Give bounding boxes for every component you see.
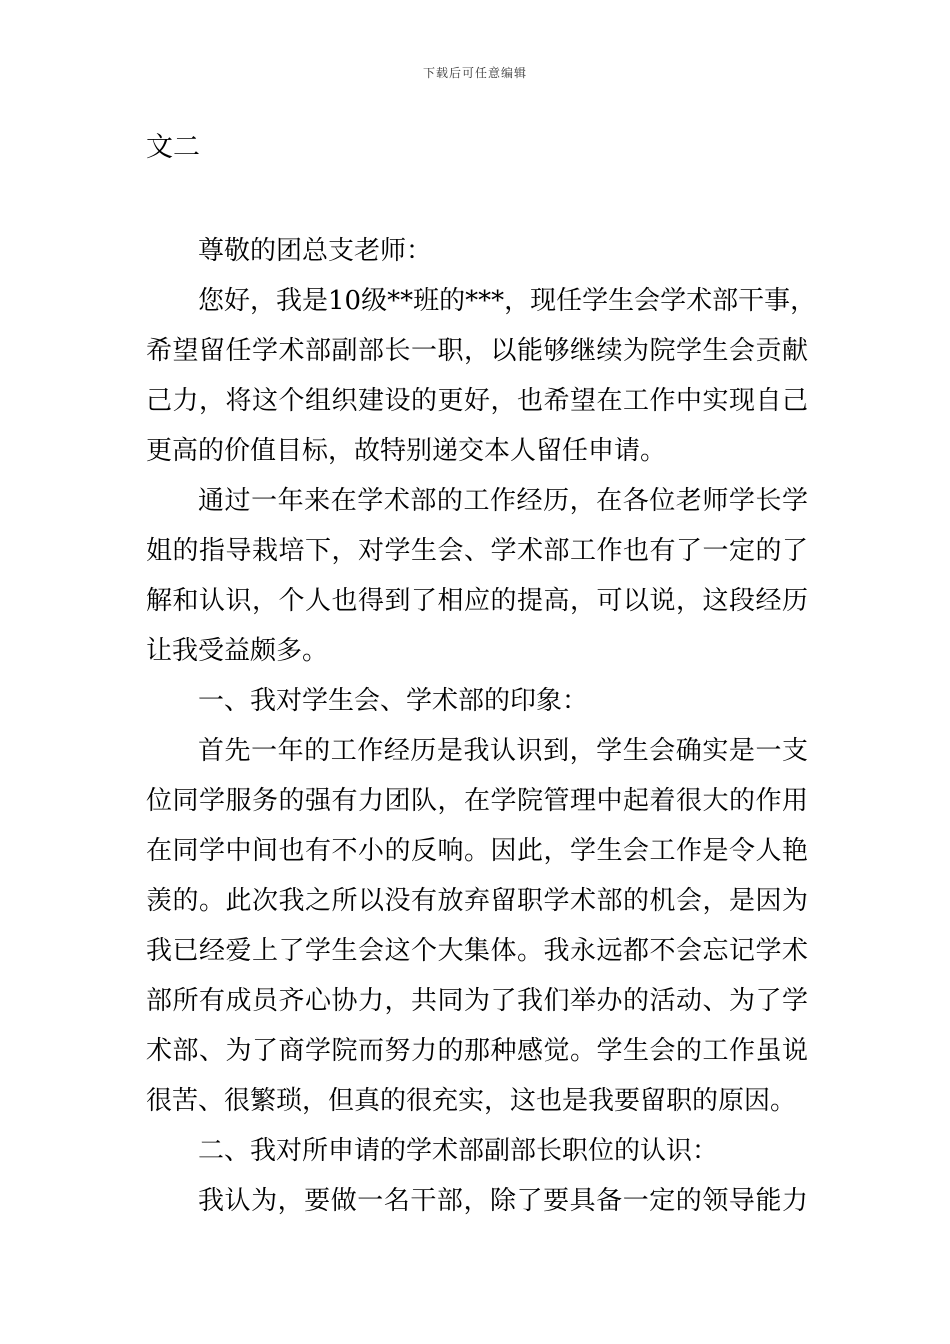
body-line: 羡的。此次我之所以没有放弃留职学术部的机会，是因为 xyxy=(146,886,808,916)
body-line: 解和认识，个人也得到了相应的提高，可以说，这段经历 xyxy=(146,586,808,616)
body-line: 让我受益颇多。 xyxy=(146,636,329,666)
body-line: 一、我对学生会、学术部的印象： xyxy=(198,686,589,716)
document-body xyxy=(146,226,817,1226)
body-line: 在同学中间也有不小的反响。因此，学生会工作是令人艳 xyxy=(146,836,808,866)
page-header-note: 下载后可任意编辑 xyxy=(422,66,527,80)
body-line: 我已经爱上了学生会这个大集体。我永远都不会忘记学术 xyxy=(146,936,808,966)
body-line: 您好，我是10级**班的***，现任学生会学术部干事， xyxy=(198,286,817,316)
body-line: 位同学服务的强有力团队，在学院管理中起着很大的作用 xyxy=(146,786,808,816)
body-line: 己力，将这个组织建设的更好，也希望在工作中实现自己 xyxy=(146,386,808,416)
body-line: 更高的价值目标，故特别递交本人留任申请。 xyxy=(146,436,667,466)
body-line: 很苦、很繁琐，但真的很充实，这也是我要留职的原因。 xyxy=(146,1086,797,1116)
body-line: 二、我对所申请的学术部副部长职位的认识： xyxy=(198,1136,719,1166)
body-line: 希望留任学术部副部长一职，以能够继续为院学生会贡献 xyxy=(146,336,808,366)
body-line: 我认为，要做一名干部，除了要具备一定的领导能力 xyxy=(198,1186,808,1216)
body-line: 术部、为了商学院而努力的那种感觉。学生会的工作虽说 xyxy=(146,1036,808,1066)
body-line: 尊敬的团总支老师： xyxy=(198,236,433,266)
body-line: 首先一年的工作经历是我认识到，学生会确实是一支 xyxy=(198,736,808,766)
body-line: 部所有成员齐心协力，共同为了我们举办的活动、为了学 xyxy=(146,986,808,1016)
document-title: 文二 xyxy=(146,132,200,163)
body-line: 姐的指导栽培下，对学生会、学术部工作也有了一定的了 xyxy=(146,536,808,566)
body-line: 通过一年来在学术部的工作经历，在各位老师学长学 xyxy=(198,486,808,516)
